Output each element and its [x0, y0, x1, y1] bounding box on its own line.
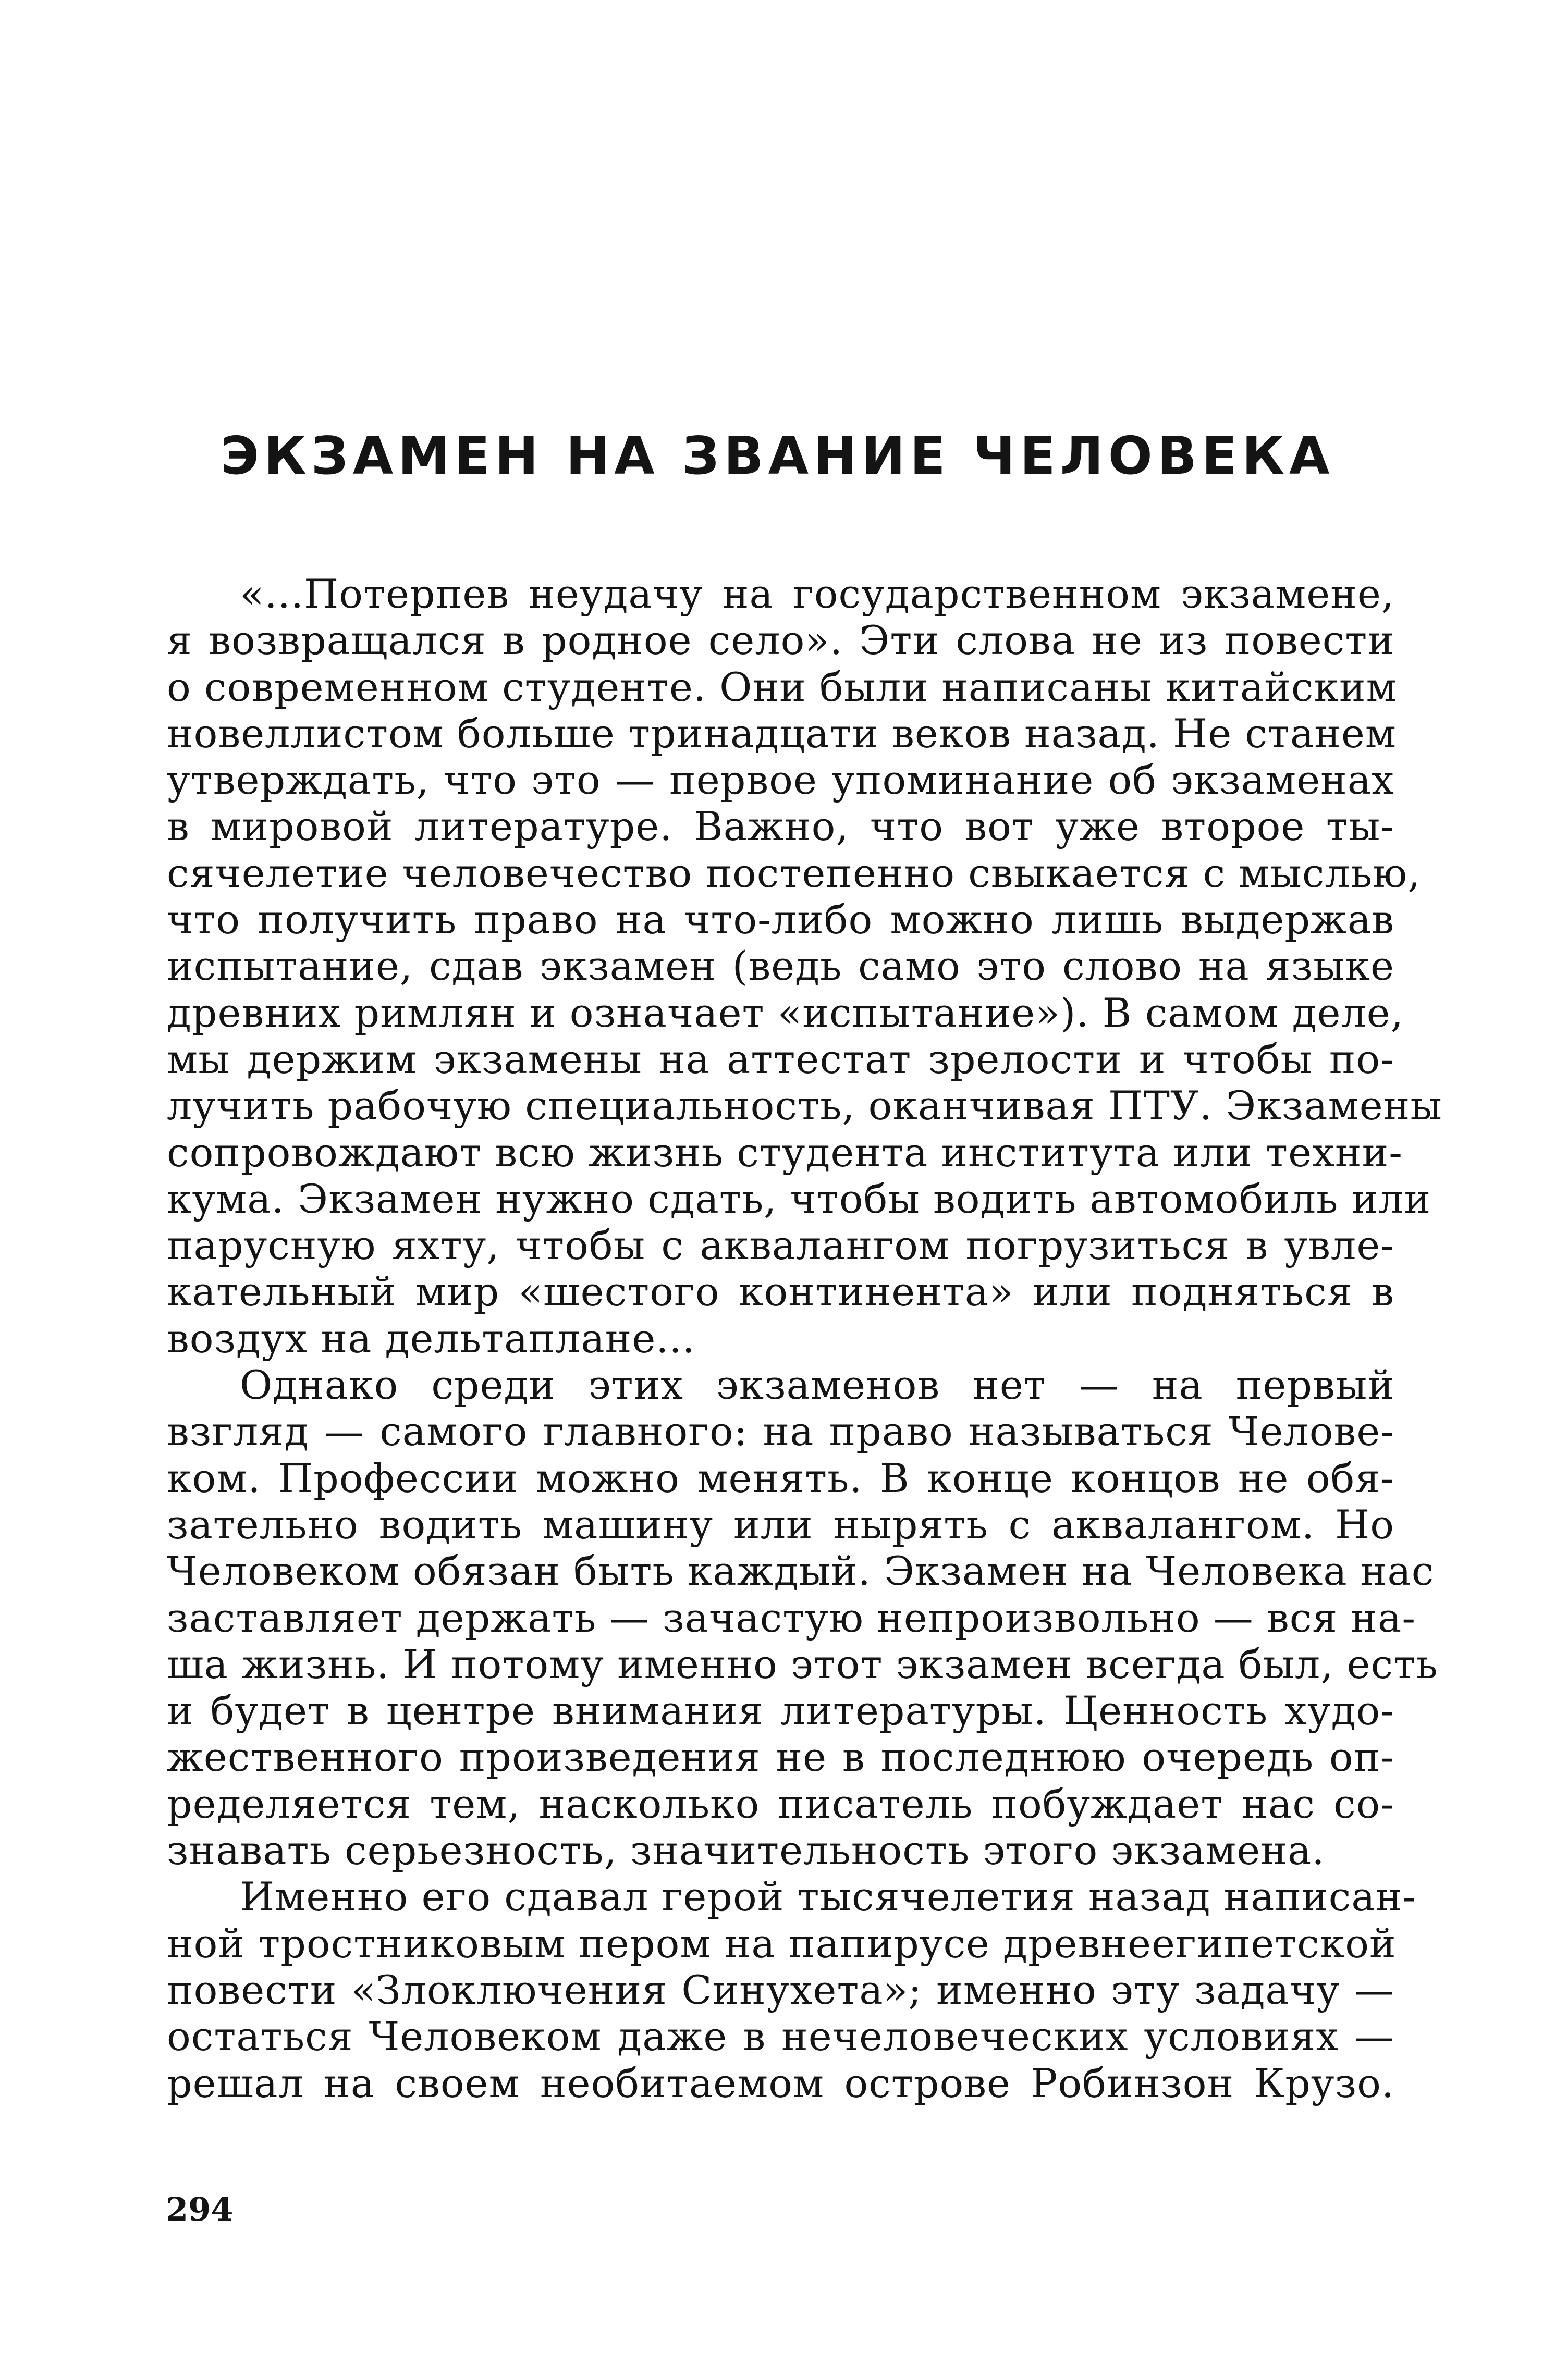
text-line: Человеком обязан быть каждый. Экзамен на Человека нас: [167, 1548, 1435, 1595]
text-line: новеллистом больше тринадцати веков назад. Не станем: [167, 710, 1397, 757]
text-line: древних римлян и означает «испытание»). В самом деле,: [167, 989, 1404, 1036]
text-line: решал на своем необитаемом острове Робинзон Крузо.: [167, 2060, 1394, 2106]
text-line: я возвращался в родное село». Эти слова не из повести: [167, 617, 1394, 664]
text-line: Именно его сдавал герой тысячелетия назад написан-: [240, 1873, 1417, 1920]
text-line: воздух на дельтаплане...: [167, 1315, 695, 1362]
text-line: парусную яхту, чтобы с аквалангом погрузиться в увле-: [167, 1222, 1394, 1269]
text-line: взгляд — самого главного: на право называться Челове-: [167, 1408, 1394, 1455]
text-line: и будет в центре внимания литературы. Ценность худо-: [167, 1687, 1394, 1734]
text-line: мы держим экзамены на аттестат зрелости и чтобы по-: [167, 1035, 1394, 1082]
text-line: в мировой литературе. Важно, что вот уже второе ты-: [167, 803, 1394, 850]
text-line: Однако среди этих экзаменов нет — на первый: [240, 1362, 1394, 1409]
body-text: [167, 571, 1442, 2106]
text-line: сячелетие человечество постепенно свыкается с мыслью,: [167, 849, 1421, 896]
text-line: кума. Экзамен нужно сдать, чтобы водить автомобиль или: [167, 1175, 1431, 1222]
text-line: что получить право на что-либо можно лишь выдержав: [167, 896, 1394, 943]
paragraph-2: [167, 1362, 1438, 1874]
text-line: повести «Злоключения Синухета»; именно эту задачу —: [167, 1966, 1394, 2013]
text-line: утверждать, что это — первое упоминание об экзаменах: [167, 757, 1394, 804]
text-line: ком. Профессии можно менять. В конце концов не обя-: [167, 1454, 1394, 1501]
text-line: заставляет держать — зачастую непроизвольно — вся на-: [167, 1594, 1416, 1641]
text-line: испытание, сдав экзамен (ведь само это слово на языке: [167, 943, 1394, 990]
text-line: сопровождают всю жизнь студента института или техни-: [167, 1129, 1403, 1176]
text-line: ша жизнь. И потому именно этот экзамен всегда был, есть: [167, 1641, 1438, 1687]
text-line: ной тростниковым пером на папирусе древнеегипетской: [167, 1920, 1397, 1967]
text-line: ределяется тем, насколько писатель побуждает нас со-: [167, 1780, 1394, 1827]
text-line: «...Потерпев неудачу на государственном экзамене,: [240, 571, 1394, 617]
chapter-title: ЭКЗАМЕН НА ЗВАНИЕ ЧЕЛОВЕКА: [221, 425, 1334, 486]
text-line: знавать серьезность, значительность этого экзамена.: [167, 1827, 1325, 1874]
text-line: о современном студенте. Они были написаны китайским: [167, 663, 1398, 710]
text-line: остаться Человеком даже в нечеловеческих условиях —: [167, 2013, 1394, 2060]
text-line: лучить рабочую специальность, оканчивая ПТУ. Экзамены: [167, 1082, 1442, 1129]
text-line: кательный мир «шестого континента» или подняться в: [167, 1268, 1394, 1315]
text-line: жественного произведения не в последнюю очередь оп-: [167, 1734, 1394, 1781]
text-line: зательно водить машину или нырять с аквалангом. Но: [167, 1501, 1394, 1548]
paragraph-1: [167, 571, 1442, 1362]
page-number: 294: [166, 2190, 234, 2228]
paragraph-3: [167, 1873, 1417, 2106]
